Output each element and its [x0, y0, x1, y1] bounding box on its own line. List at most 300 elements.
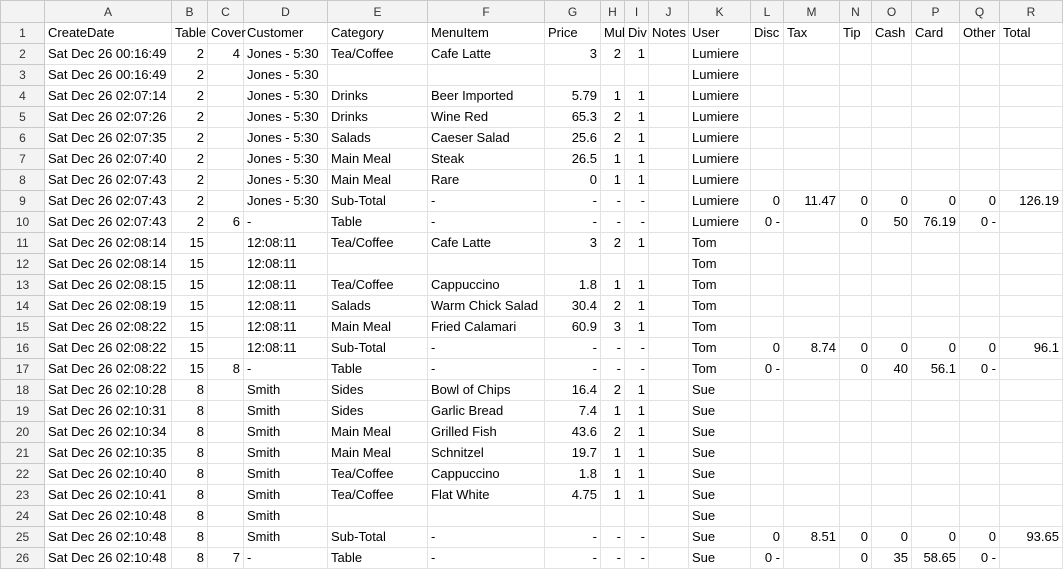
cell-p7[interactable]	[912, 149, 960, 170]
cell-i17[interactable]: -	[625, 359, 649, 380]
cell-c16[interactable]	[208, 338, 244, 359]
cell-r13[interactable]	[1000, 275, 1063, 296]
cell-g25[interactable]: -	[545, 527, 601, 548]
cell-g14[interactable]: 30.4	[545, 296, 601, 317]
cell-j8[interactable]	[649, 170, 689, 191]
cell-p18[interactable]	[912, 380, 960, 401]
cell-i13[interactable]: 1	[625, 275, 649, 296]
row-header[interactable]: 14	[1, 296, 45, 317]
cell-a7[interactable]: Sat Dec 26 02:07:40	[45, 149, 172, 170]
cell-l21[interactable]	[751, 443, 784, 464]
cell-q10[interactable]: 0 -	[960, 212, 1000, 233]
column-header-b[interactable]: B	[172, 1, 208, 23]
cell-p5[interactable]	[912, 107, 960, 128]
cell-l2[interactable]	[751, 44, 784, 65]
cell-b25[interactable]: 8	[172, 527, 208, 548]
cell-o10[interactable]: 50	[872, 212, 912, 233]
cell-b18[interactable]: 8	[172, 380, 208, 401]
cell-h16[interactable]: -	[601, 338, 625, 359]
cell-d23[interactable]: Smith	[244, 485, 328, 506]
cell-n21[interactable]	[840, 443, 872, 464]
cell-q18[interactable]	[960, 380, 1000, 401]
cell-i7[interactable]: 1	[625, 149, 649, 170]
cell-h6[interactable]: 2	[601, 128, 625, 149]
cell-p10[interactable]: 76.19	[912, 212, 960, 233]
cell-j3[interactable]	[649, 65, 689, 86]
cell-l17[interactable]: 0 -	[751, 359, 784, 380]
cell-g11[interactable]: 3	[545, 233, 601, 254]
cell-c12[interactable]	[208, 254, 244, 275]
cell-d5[interactable]: Jones - 5:30	[244, 107, 328, 128]
cell-k12[interactable]: Tom	[689, 254, 751, 275]
cell-g23[interactable]: 4.75	[545, 485, 601, 506]
cell-p11[interactable]	[912, 233, 960, 254]
cell-n5[interactable]	[840, 107, 872, 128]
cell-m1[interactable]: Tax	[784, 23, 840, 44]
column-header-n[interactable]: N	[840, 1, 872, 23]
cell-k3[interactable]: Lumiere	[689, 65, 751, 86]
cell-d17[interactable]: -	[244, 359, 328, 380]
cell-b13[interactable]: 15	[172, 275, 208, 296]
cell-m8[interactable]	[784, 170, 840, 191]
cell-j15[interactable]	[649, 317, 689, 338]
cell-n20[interactable]	[840, 422, 872, 443]
cell-e16[interactable]: Sub-Total	[328, 338, 428, 359]
cell-f3[interactable]	[428, 65, 545, 86]
cell-h17[interactable]: -	[601, 359, 625, 380]
cell-m24[interactable]	[784, 506, 840, 527]
cell-k7[interactable]: Lumiere	[689, 149, 751, 170]
cell-g4[interactable]: 5.79	[545, 86, 601, 107]
cell-j25[interactable]	[649, 527, 689, 548]
cell-e6[interactable]: Salads	[328, 128, 428, 149]
cell-r23[interactable]	[1000, 485, 1063, 506]
cell-i18[interactable]: 1	[625, 380, 649, 401]
cell-e4[interactable]: Drinks	[328, 86, 428, 107]
cell-j17[interactable]	[649, 359, 689, 380]
column-header-a[interactable]: A	[45, 1, 172, 23]
cell-r1[interactable]: Total	[1000, 23, 1063, 44]
cell-k26[interactable]: Sue	[689, 548, 751, 569]
cell-d10[interactable]: -	[244, 212, 328, 233]
cell-g10[interactable]: -	[545, 212, 601, 233]
cell-j11[interactable]	[649, 233, 689, 254]
cell-n10[interactable]: 0	[840, 212, 872, 233]
cell-d26[interactable]: -	[244, 548, 328, 569]
cell-j19[interactable]	[649, 401, 689, 422]
cell-l10[interactable]: 0 -	[751, 212, 784, 233]
cell-g13[interactable]: 1.8	[545, 275, 601, 296]
cell-r7[interactable]	[1000, 149, 1063, 170]
cell-q8[interactable]	[960, 170, 1000, 191]
cell-i19[interactable]: 1	[625, 401, 649, 422]
cell-q2[interactable]	[960, 44, 1000, 65]
cell-m22[interactable]	[784, 464, 840, 485]
cell-a17[interactable]: Sat Dec 26 02:08:22	[45, 359, 172, 380]
cell-m7[interactable]	[784, 149, 840, 170]
cell-f10[interactable]: -	[428, 212, 545, 233]
cell-g3[interactable]	[545, 65, 601, 86]
row-header[interactable]: 2	[1, 44, 45, 65]
cell-o18[interactable]	[872, 380, 912, 401]
cell-j7[interactable]	[649, 149, 689, 170]
cell-f13[interactable]: Cappuccino	[428, 275, 545, 296]
cell-k11[interactable]: Tom	[689, 233, 751, 254]
cell-i23[interactable]: 1	[625, 485, 649, 506]
row-header[interactable]: 25	[1, 527, 45, 548]
cell-q16[interactable]: 0	[960, 338, 1000, 359]
cell-a22[interactable]: Sat Dec 26 02:10:40	[45, 464, 172, 485]
cell-m2[interactable]	[784, 44, 840, 65]
cell-a16[interactable]: Sat Dec 26 02:08:22	[45, 338, 172, 359]
cell-g1[interactable]: Price	[545, 23, 601, 44]
cell-b6[interactable]: 2	[172, 128, 208, 149]
column-header-k[interactable]: K	[689, 1, 751, 23]
cell-i24[interactable]	[625, 506, 649, 527]
cell-f5[interactable]: Wine Red	[428, 107, 545, 128]
column-header-j[interactable]: J	[649, 1, 689, 23]
column-header-d[interactable]: D	[244, 1, 328, 23]
cell-n3[interactable]	[840, 65, 872, 86]
cell-c1[interactable]: Cover	[208, 23, 244, 44]
cell-i1[interactable]: Div	[625, 23, 649, 44]
cell-g2[interactable]: 3	[545, 44, 601, 65]
cell-m19[interactable]	[784, 401, 840, 422]
cell-d3[interactable]: Jones - 5:30	[244, 65, 328, 86]
cell-e5[interactable]: Drinks	[328, 107, 428, 128]
cell-f24[interactable]	[428, 506, 545, 527]
cell-c20[interactable]	[208, 422, 244, 443]
cell-o21[interactable]	[872, 443, 912, 464]
cell-e18[interactable]: Sides	[328, 380, 428, 401]
cell-p13[interactable]	[912, 275, 960, 296]
cell-r6[interactable]	[1000, 128, 1063, 149]
cell-n16[interactable]: 0	[840, 338, 872, 359]
cell-n7[interactable]	[840, 149, 872, 170]
cell-k14[interactable]: Tom	[689, 296, 751, 317]
cell-c5[interactable]	[208, 107, 244, 128]
cell-h25[interactable]: -	[601, 527, 625, 548]
cell-q7[interactable]	[960, 149, 1000, 170]
cell-k1[interactable]: User	[689, 23, 751, 44]
cell-o6[interactable]	[872, 128, 912, 149]
cell-e17[interactable]: Table	[328, 359, 428, 380]
cell-o14[interactable]	[872, 296, 912, 317]
cell-m26[interactable]	[784, 548, 840, 569]
cell-b2[interactable]: 2	[172, 44, 208, 65]
cell-b10[interactable]: 2	[172, 212, 208, 233]
cell-b20[interactable]: 8	[172, 422, 208, 443]
cell-f7[interactable]: Steak	[428, 149, 545, 170]
cell-k15[interactable]: Tom	[689, 317, 751, 338]
cell-e20[interactable]: Main Meal	[328, 422, 428, 443]
cell-n8[interactable]	[840, 170, 872, 191]
cell-b5[interactable]: 2	[172, 107, 208, 128]
cell-a23[interactable]: Sat Dec 26 02:10:41	[45, 485, 172, 506]
cell-c2[interactable]: 4	[208, 44, 244, 65]
cell-o2[interactable]	[872, 44, 912, 65]
cell-c17[interactable]: 8	[208, 359, 244, 380]
cell-r11[interactable]	[1000, 233, 1063, 254]
cell-n26[interactable]: 0	[840, 548, 872, 569]
cell-a1[interactable]: CreateDate	[45, 23, 172, 44]
row-header[interactable]: 9	[1, 191, 45, 212]
cell-m6[interactable]	[784, 128, 840, 149]
column-header-h[interactable]: H	[601, 1, 625, 23]
cell-e10[interactable]: Table	[328, 212, 428, 233]
cell-n1[interactable]: Tip	[840, 23, 872, 44]
column-header-o[interactable]: O	[872, 1, 912, 23]
column-header-g[interactable]: G	[545, 1, 601, 23]
cell-o23[interactable]	[872, 485, 912, 506]
cell-i2[interactable]: 1	[625, 44, 649, 65]
cell-c19[interactable]	[208, 401, 244, 422]
cell-i21[interactable]: 1	[625, 443, 649, 464]
cell-a19[interactable]: Sat Dec 26 02:10:31	[45, 401, 172, 422]
cell-p14[interactable]	[912, 296, 960, 317]
cell-c26[interactable]: 7	[208, 548, 244, 569]
cell-r8[interactable]	[1000, 170, 1063, 191]
column-header-r[interactable]: R	[1000, 1, 1063, 23]
cell-n6[interactable]	[840, 128, 872, 149]
cell-c21[interactable]	[208, 443, 244, 464]
cell-c3[interactable]	[208, 65, 244, 86]
cell-q22[interactable]	[960, 464, 1000, 485]
row-header[interactable]: 21	[1, 443, 45, 464]
cell-b9[interactable]: 2	[172, 191, 208, 212]
cell-p23[interactable]	[912, 485, 960, 506]
cell-r21[interactable]	[1000, 443, 1063, 464]
cell-f2[interactable]: Cafe Latte	[428, 44, 545, 65]
row-header[interactable]: 13	[1, 275, 45, 296]
cell-e12[interactable]	[328, 254, 428, 275]
cell-q23[interactable]	[960, 485, 1000, 506]
cell-r3[interactable]	[1000, 65, 1063, 86]
cell-b12[interactable]: 15	[172, 254, 208, 275]
cell-b4[interactable]: 2	[172, 86, 208, 107]
cell-o11[interactable]	[872, 233, 912, 254]
cell-j24[interactable]	[649, 506, 689, 527]
cell-p20[interactable]	[912, 422, 960, 443]
cell-k8[interactable]: Lumiere	[689, 170, 751, 191]
cell-r19[interactable]	[1000, 401, 1063, 422]
cell-h18[interactable]: 2	[601, 380, 625, 401]
cell-r26[interactable]	[1000, 548, 1063, 569]
cell-i22[interactable]: 1	[625, 464, 649, 485]
cell-j21[interactable]	[649, 443, 689, 464]
cell-h10[interactable]: -	[601, 212, 625, 233]
cell-g18[interactable]: 16.4	[545, 380, 601, 401]
row-header[interactable]: 5	[1, 107, 45, 128]
cell-g8[interactable]: 0	[545, 170, 601, 191]
row-header[interactable]: 8	[1, 170, 45, 191]
cell-k2[interactable]: Lumiere	[689, 44, 751, 65]
cell-m12[interactable]	[784, 254, 840, 275]
row-header[interactable]: 24	[1, 506, 45, 527]
cell-p12[interactable]	[912, 254, 960, 275]
cell-a8[interactable]: Sat Dec 26 02:07:43	[45, 170, 172, 191]
cell-q26[interactable]: 0 -	[960, 548, 1000, 569]
cell-m15[interactable]	[784, 317, 840, 338]
cell-l4[interactable]	[751, 86, 784, 107]
cell-j20[interactable]	[649, 422, 689, 443]
cell-h20[interactable]: 2	[601, 422, 625, 443]
cell-d22[interactable]: Smith	[244, 464, 328, 485]
cell-i25[interactable]: -	[625, 527, 649, 548]
cell-l13[interactable]	[751, 275, 784, 296]
cell-f26[interactable]: -	[428, 548, 545, 569]
cell-q9[interactable]: 0	[960, 191, 1000, 212]
cell-e22[interactable]: Tea/Coffee	[328, 464, 428, 485]
column-header-e[interactable]: E	[328, 1, 428, 23]
row-header[interactable]: 19	[1, 401, 45, 422]
cell-h3[interactable]	[601, 65, 625, 86]
cell-r5[interactable]	[1000, 107, 1063, 128]
cell-m13[interactable]	[784, 275, 840, 296]
cell-r2[interactable]	[1000, 44, 1063, 65]
cell-p2[interactable]	[912, 44, 960, 65]
cell-n12[interactable]	[840, 254, 872, 275]
cell-o1[interactable]: Cash	[872, 23, 912, 44]
cell-h21[interactable]: 1	[601, 443, 625, 464]
cell-l19[interactable]	[751, 401, 784, 422]
cell-a14[interactable]: Sat Dec 26 02:08:19	[45, 296, 172, 317]
cell-j14[interactable]	[649, 296, 689, 317]
cell-o20[interactable]	[872, 422, 912, 443]
cell-p19[interactable]	[912, 401, 960, 422]
column-header-p[interactable]: P	[912, 1, 960, 23]
cell-l9[interactable]: 0	[751, 191, 784, 212]
cell-d18[interactable]: Smith	[244, 380, 328, 401]
cell-a12[interactable]: Sat Dec 26 02:08:14	[45, 254, 172, 275]
cell-g24[interactable]	[545, 506, 601, 527]
cell-c24[interactable]	[208, 506, 244, 527]
column-header-c[interactable]: C	[208, 1, 244, 23]
cell-p21[interactable]	[912, 443, 960, 464]
cell-i10[interactable]: -	[625, 212, 649, 233]
cell-r12[interactable]	[1000, 254, 1063, 275]
cell-f18[interactable]: Bowl of Chips	[428, 380, 545, 401]
cell-a18[interactable]: Sat Dec 26 02:10:28	[45, 380, 172, 401]
cell-i12[interactable]	[625, 254, 649, 275]
cell-r17[interactable]	[1000, 359, 1063, 380]
cell-d4[interactable]: Jones - 5:30	[244, 86, 328, 107]
cell-k21[interactable]: Sue	[689, 443, 751, 464]
cell-j23[interactable]	[649, 485, 689, 506]
cell-i6[interactable]: 1	[625, 128, 649, 149]
cell-k16[interactable]: Tom	[689, 338, 751, 359]
row-header[interactable]: 16	[1, 338, 45, 359]
cell-p17[interactable]: 56.1	[912, 359, 960, 380]
cell-h4[interactable]: 1	[601, 86, 625, 107]
cell-l8[interactable]	[751, 170, 784, 191]
cell-c6[interactable]	[208, 128, 244, 149]
cell-f20[interactable]: Grilled Fish	[428, 422, 545, 443]
cell-j13[interactable]	[649, 275, 689, 296]
cell-o26[interactable]: 35	[872, 548, 912, 569]
cell-b1[interactable]: Table	[172, 23, 208, 44]
cell-h12[interactable]	[601, 254, 625, 275]
cell-f17[interactable]: -	[428, 359, 545, 380]
row-header[interactable]: 12	[1, 254, 45, 275]
cell-h19[interactable]: 1	[601, 401, 625, 422]
cell-k18[interactable]: Sue	[689, 380, 751, 401]
cell-k5[interactable]: Lumiere	[689, 107, 751, 128]
row-header[interactable]: 15	[1, 317, 45, 338]
cell-m21[interactable]	[784, 443, 840, 464]
cell-g19[interactable]: 7.4	[545, 401, 601, 422]
cell-m25[interactable]: 8.51	[784, 527, 840, 548]
cell-f8[interactable]: Rare	[428, 170, 545, 191]
cell-i20[interactable]: 1	[625, 422, 649, 443]
cell-f1[interactable]: MenuItem	[428, 23, 545, 44]
cell-o15[interactable]	[872, 317, 912, 338]
cell-k13[interactable]: Tom	[689, 275, 751, 296]
cell-r4[interactable]	[1000, 86, 1063, 107]
cell-n18[interactable]	[840, 380, 872, 401]
row-header[interactable]: 6	[1, 128, 45, 149]
cell-p26[interactable]: 58.65	[912, 548, 960, 569]
cell-b22[interactable]: 8	[172, 464, 208, 485]
cell-m10[interactable]	[784, 212, 840, 233]
cell-o8[interactable]	[872, 170, 912, 191]
cell-p25[interactable]: 0	[912, 527, 960, 548]
cell-r20[interactable]	[1000, 422, 1063, 443]
cell-f16[interactable]: -	[428, 338, 545, 359]
cell-m23[interactable]	[784, 485, 840, 506]
cell-p16[interactable]: 0	[912, 338, 960, 359]
cell-p8[interactable]	[912, 170, 960, 191]
cell-n11[interactable]	[840, 233, 872, 254]
cell-k6[interactable]: Lumiere	[689, 128, 751, 149]
cell-l23[interactable]	[751, 485, 784, 506]
cell-l24[interactable]	[751, 506, 784, 527]
cell-a3[interactable]: Sat Dec 26 00:16:49	[45, 65, 172, 86]
row-header[interactable]: 17	[1, 359, 45, 380]
cell-i15[interactable]: 1	[625, 317, 649, 338]
cell-i16[interactable]: -	[625, 338, 649, 359]
cell-g21[interactable]: 19.7	[545, 443, 601, 464]
cell-p15[interactable]	[912, 317, 960, 338]
cell-m9[interactable]: 11.47	[784, 191, 840, 212]
cell-g9[interactable]: -	[545, 191, 601, 212]
cell-a25[interactable]: Sat Dec 26 02:10:48	[45, 527, 172, 548]
cell-m11[interactable]	[784, 233, 840, 254]
cell-f11[interactable]: Cafe Latte	[428, 233, 545, 254]
cell-a6[interactable]: Sat Dec 26 02:07:35	[45, 128, 172, 149]
cell-i3[interactable]	[625, 65, 649, 86]
cell-f23[interactable]: Flat White	[428, 485, 545, 506]
cell-h7[interactable]: 1	[601, 149, 625, 170]
column-header-f[interactable]: F	[428, 1, 545, 23]
cell-l16[interactable]: 0	[751, 338, 784, 359]
cell-g7[interactable]: 26.5	[545, 149, 601, 170]
cell-a9[interactable]: Sat Dec 26 02:07:43	[45, 191, 172, 212]
cell-b16[interactable]: 15	[172, 338, 208, 359]
cell-j5[interactable]	[649, 107, 689, 128]
cell-d1[interactable]: Customer	[244, 23, 328, 44]
cell-a26[interactable]: Sat Dec 26 02:10:48	[45, 548, 172, 569]
cell-b26[interactable]: 8	[172, 548, 208, 569]
cell-o19[interactable]	[872, 401, 912, 422]
column-header-m[interactable]: M	[784, 1, 840, 23]
cell-d2[interactable]: Jones - 5:30	[244, 44, 328, 65]
cell-a24[interactable]: Sat Dec 26 02:10:48	[45, 506, 172, 527]
cell-l15[interactable]	[751, 317, 784, 338]
cell-e21[interactable]: Main Meal	[328, 443, 428, 464]
cell-m5[interactable]	[784, 107, 840, 128]
cell-k17[interactable]: Tom	[689, 359, 751, 380]
